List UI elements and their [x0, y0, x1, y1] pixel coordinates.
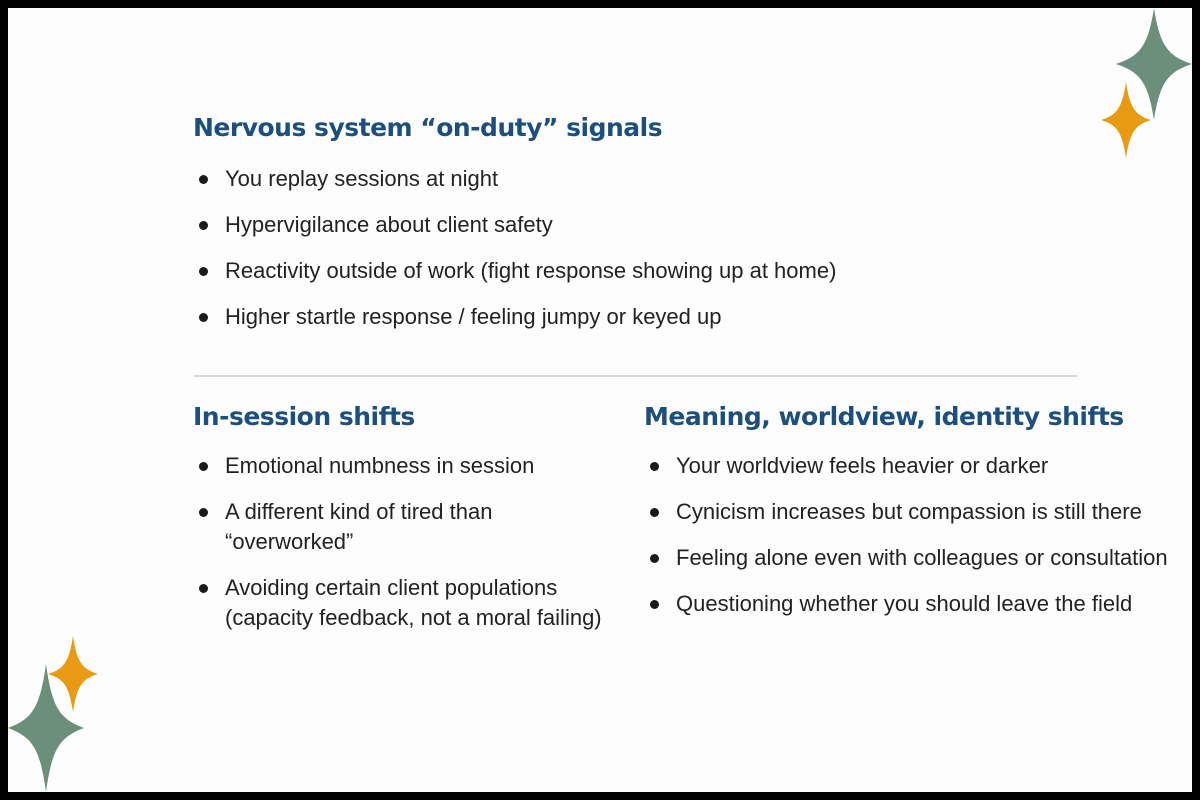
list-item-text: Avoiding certain client populations (capacity feedback, not a moral failing)	[225, 575, 602, 630]
list-item-text: Questioning whether you should leave the field	[676, 591, 1133, 616]
section-nervous-system	[193, 112, 1093, 348]
bullet-dot-icon	[650, 508, 659, 517]
list-item-text: Feeling alone even with colleagues or consultation	[676, 545, 1168, 570]
list-item	[644, 543, 1184, 573]
list-item-text: Hypervigilance about client safety	[225, 212, 553, 237]
bullet-dot-icon	[199, 584, 208, 593]
bullet-dot-icon	[650, 600, 659, 609]
sparkle-green-bottom-left-icon	[8, 664, 84, 792]
list-item	[644, 451, 1184, 481]
list-item-text: Emotional numbness in session	[225, 453, 535, 478]
sparkle-orange-top-right-icon	[1101, 82, 1151, 158]
bullet-dot-icon	[199, 462, 208, 471]
bullet-dot-icon	[199, 221, 208, 230]
list-item-text: Your worldview feels heavier or darker	[676, 453, 1049, 478]
list-item	[193, 164, 1093, 194]
bullet-dot-icon	[199, 508, 208, 517]
bullet-dot-icon	[650, 462, 659, 471]
list-item-text: Reactivity outside of work (fight response showing up at home)	[225, 258, 837, 283]
list-item	[193, 573, 615, 633]
bullet-list	[193, 164, 1093, 332]
bullet-dot-icon	[199, 313, 208, 322]
list-item	[193, 302, 1093, 332]
list-item-text: You replay sessions at night	[225, 166, 499, 191]
list-item	[193, 497, 525, 557]
bullet-list	[193, 451, 613, 633]
bullet-dot-icon	[199, 175, 208, 184]
sparkle-shape	[8, 664, 84, 792]
list-item	[644, 589, 1184, 619]
bullet-list	[644, 451, 1184, 619]
slide	[8, 8, 1192, 792]
list-item	[193, 451, 613, 481]
bullet-dot-icon	[199, 267, 208, 276]
section-heading: In-session shifts	[193, 402, 415, 431]
list-item	[193, 256, 1093, 286]
list-item-text: Higher startle response / feeling jumpy or keyed up	[225, 304, 722, 329]
list-item-text: A different kind of tired than “overworked”	[225, 499, 493, 554]
list-item	[193, 210, 1093, 240]
sparkle-shape	[1101, 82, 1151, 158]
section-divider	[194, 375, 1077, 377]
section-heading: Nervous system “on-duty” signals	[193, 113, 663, 142]
list-item-text: Cynicism increases but compassion is still there	[676, 499, 1142, 524]
list-item	[644, 497, 1184, 527]
bullet-dot-icon	[650, 554, 659, 563]
section-in-session-shifts	[193, 401, 613, 649]
section-meaning-worldview-identity	[644, 401, 1184, 635]
section-heading: Meaning, worldview, identity shifts	[644, 402, 1124, 431]
